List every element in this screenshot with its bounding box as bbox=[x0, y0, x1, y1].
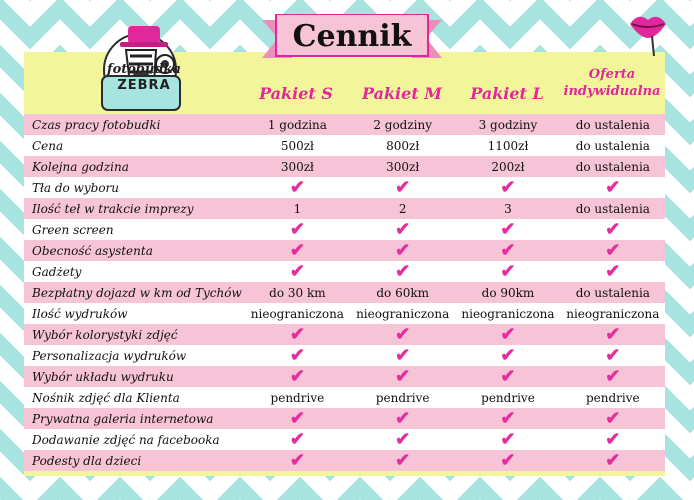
table-cell bbox=[350, 261, 455, 282]
row-label: Gadżety bbox=[24, 261, 245, 282]
logo-text-line1: fotobudka bbox=[106, 62, 181, 77]
table-cell: 2 godziny bbox=[350, 114, 455, 135]
table-cell: 300zł bbox=[245, 156, 350, 177]
table-cell: nieograniczona bbox=[245, 303, 350, 324]
check-icon: ✔ bbox=[500, 239, 516, 261]
table-cell bbox=[350, 366, 455, 387]
row-label: Czas pracy fotobudki bbox=[24, 114, 245, 135]
table-cell: nieograniczona bbox=[350, 303, 455, 324]
table-cell bbox=[455, 219, 560, 240]
row-label: Prywatna galeria internetowa bbox=[24, 408, 245, 429]
row-label: Ilość teł w trakcie imprezy bbox=[24, 198, 245, 219]
table-cell: do 30 km bbox=[245, 282, 350, 303]
row-label: Dodawanie zdjęć na facebooka bbox=[24, 429, 245, 450]
check-icon: ✔ bbox=[605, 407, 621, 429]
check-icon: ✔ bbox=[395, 323, 411, 345]
check-icon: ✔ bbox=[605, 239, 621, 261]
check-icon: ✔ bbox=[500, 344, 516, 366]
table-cell bbox=[455, 240, 560, 261]
check-icon: ✔ bbox=[500, 365, 516, 387]
table-cell: nieograniczona bbox=[455, 303, 560, 324]
table-row bbox=[24, 450, 665, 471]
table-row bbox=[24, 261, 665, 282]
table-row bbox=[24, 156, 665, 177]
row-label: Obecność asystenta bbox=[24, 240, 245, 261]
row-label: Bezpłatny dojazd w km od Tychów bbox=[24, 282, 245, 303]
check-icon: ✔ bbox=[289, 218, 305, 240]
table-cell bbox=[350, 429, 455, 450]
check-icon: ✔ bbox=[395, 260, 411, 282]
table-cell: pendrive bbox=[561, 387, 665, 408]
row-label: Podesty dla dzieci bbox=[24, 450, 245, 471]
table-cell bbox=[561, 345, 665, 366]
table-cell: do ustalenia bbox=[561, 282, 665, 303]
column-header-pakiet-m: Pakiet M bbox=[362, 84, 442, 103]
price-table bbox=[24, 114, 665, 471]
table-row bbox=[24, 114, 665, 135]
table-cell bbox=[350, 345, 455, 366]
row-label: Wybór kolorystyki zdjęć bbox=[24, 324, 245, 345]
table-cell bbox=[350, 408, 455, 429]
row-label: Ilość wydruków bbox=[24, 303, 245, 324]
table-cell bbox=[455, 429, 560, 450]
table-cell bbox=[455, 408, 560, 429]
table-row bbox=[24, 177, 665, 198]
table-cell: nieograniczona bbox=[561, 303, 665, 324]
table-row bbox=[24, 219, 665, 240]
row-label: Cena bbox=[24, 135, 245, 156]
table-cell bbox=[245, 366, 350, 387]
table-row bbox=[24, 198, 665, 219]
check-icon: ✔ bbox=[500, 449, 516, 471]
table-cell bbox=[245, 219, 350, 240]
table-cell bbox=[455, 324, 560, 345]
table-cell bbox=[350, 240, 455, 261]
table-cell bbox=[561, 219, 665, 240]
check-icon: ✔ bbox=[289, 323, 305, 345]
check-icon: ✔ bbox=[605, 449, 621, 471]
check-icon: ✔ bbox=[395, 344, 411, 366]
column-header-pakiet-l: Pakiet L bbox=[470, 84, 544, 103]
column-header-pakiet-s: Pakiet S bbox=[259, 84, 333, 103]
check-icon: ✔ bbox=[395, 218, 411, 240]
table-cell: do 60km bbox=[350, 282, 455, 303]
check-icon: ✔ bbox=[289, 176, 305, 198]
page-title: Cennik bbox=[292, 19, 412, 54]
table-cell bbox=[245, 240, 350, 261]
check-icon: ✔ bbox=[289, 428, 305, 450]
check-icon: ✔ bbox=[500, 176, 516, 198]
table-cell: 800zł bbox=[350, 135, 455, 156]
check-icon: ✔ bbox=[605, 323, 621, 345]
table-cell: pendrive bbox=[455, 387, 560, 408]
table-cell bbox=[245, 261, 350, 282]
table-cell bbox=[561, 240, 665, 261]
table-cell bbox=[350, 450, 455, 471]
table-cell bbox=[350, 324, 455, 345]
table-cell: 500zł bbox=[245, 135, 350, 156]
table-cell bbox=[561, 450, 665, 471]
check-icon: ✔ bbox=[605, 218, 621, 240]
row-label: Wybór układu wydruku bbox=[24, 366, 245, 387]
table-row bbox=[24, 303, 665, 324]
check-icon: ✔ bbox=[289, 344, 305, 366]
table-cell: 300zł bbox=[350, 156, 455, 177]
table-cell bbox=[455, 450, 560, 471]
table-cell bbox=[561, 324, 665, 345]
check-icon: ✔ bbox=[500, 260, 516, 282]
table-cell: 200zł bbox=[455, 156, 560, 177]
column-header-oferta: Oferta indywidualna bbox=[563, 67, 661, 99]
logo-text-line2: ZEBRA bbox=[117, 78, 171, 93]
row-label: Personalizacja wydruków bbox=[24, 345, 245, 366]
table-cell: 2 bbox=[350, 198, 455, 219]
check-icon: ✔ bbox=[605, 344, 621, 366]
row-label: Tła do wyboru bbox=[24, 177, 245, 198]
check-icon: ✔ bbox=[395, 365, 411, 387]
table-cell: do ustalenia bbox=[561, 135, 665, 156]
check-icon: ✔ bbox=[289, 449, 305, 471]
table-cell bbox=[245, 408, 350, 429]
row-label: Nośnik zdjęć dla Klienta bbox=[24, 387, 245, 408]
check-icon: ✔ bbox=[605, 365, 621, 387]
check-icon: ✔ bbox=[500, 323, 516, 345]
table-cell: 3 godziny bbox=[455, 114, 560, 135]
check-icon: ✔ bbox=[605, 428, 621, 450]
check-icon: ✔ bbox=[289, 260, 305, 282]
table-cell bbox=[350, 219, 455, 240]
table-row bbox=[24, 135, 665, 156]
table-cell: 1 godzina bbox=[245, 114, 350, 135]
check-icon: ✔ bbox=[395, 407, 411, 429]
table-cell: 1100zł bbox=[455, 135, 560, 156]
table-cell bbox=[561, 429, 665, 450]
check-icon: ✔ bbox=[289, 407, 305, 429]
table-cell bbox=[561, 177, 665, 198]
check-icon: ✔ bbox=[500, 407, 516, 429]
table-cell bbox=[245, 345, 350, 366]
table-cell bbox=[561, 261, 665, 282]
table-cell: 3 bbox=[455, 198, 560, 219]
table-cell: do 90km bbox=[455, 282, 560, 303]
table-cell bbox=[455, 177, 560, 198]
table-cell bbox=[561, 408, 665, 429]
table-cell: do ustalenia bbox=[561, 198, 665, 219]
table-cell bbox=[455, 345, 560, 366]
table-cell bbox=[455, 261, 560, 282]
table-cell: do ustalenia bbox=[561, 156, 665, 177]
table-row bbox=[24, 366, 665, 387]
check-icon: ✔ bbox=[289, 239, 305, 261]
table-cell: pendrive bbox=[245, 387, 350, 408]
table-cell bbox=[245, 177, 350, 198]
table-row bbox=[24, 324, 665, 345]
check-icon: ✔ bbox=[500, 218, 516, 240]
table-cell bbox=[561, 366, 665, 387]
table-cell bbox=[455, 366, 560, 387]
table-row bbox=[24, 240, 665, 261]
check-icon: ✔ bbox=[395, 449, 411, 471]
table-cell: do ustalenia bbox=[561, 114, 665, 135]
table-cell bbox=[245, 450, 350, 471]
table-row bbox=[24, 345, 665, 366]
table-row bbox=[24, 408, 665, 429]
table-cell bbox=[245, 324, 350, 345]
check-icon: ✔ bbox=[500, 428, 516, 450]
check-icon: ✔ bbox=[395, 239, 411, 261]
check-icon: ✔ bbox=[395, 176, 411, 198]
lips-prop-icon bbox=[628, 8, 668, 56]
table-row bbox=[24, 282, 665, 303]
check-icon: ✔ bbox=[605, 260, 621, 282]
table-cell bbox=[245, 429, 350, 450]
check-icon: ✔ bbox=[289, 365, 305, 387]
table-cell bbox=[350, 177, 455, 198]
row-label: Green screen bbox=[24, 219, 245, 240]
table-cell: 1 bbox=[245, 198, 350, 219]
table-cell: pendrive bbox=[350, 387, 455, 408]
table-row bbox=[24, 429, 665, 450]
check-icon: ✔ bbox=[395, 428, 411, 450]
table-row bbox=[24, 387, 665, 408]
check-icon: ✔ bbox=[605, 176, 621, 198]
row-label: Kolejna godzina bbox=[24, 156, 245, 177]
